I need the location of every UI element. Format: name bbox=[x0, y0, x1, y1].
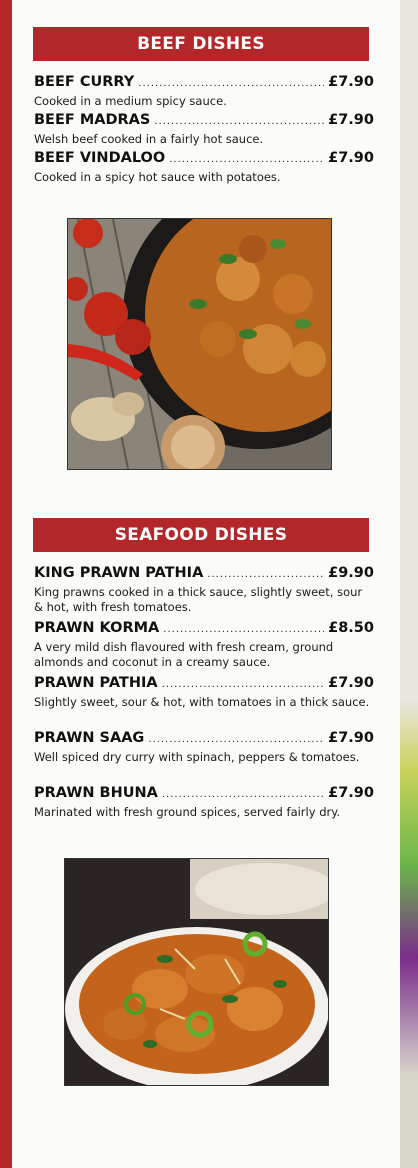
item-description: Well spiced dry curry with spinach, peppers & tomatoes. bbox=[34, 750, 360, 764]
menu-item-prawn-korma bbox=[34, 619, 374, 670]
dot-leader bbox=[169, 151, 324, 169]
item-price: £7.90 bbox=[328, 675, 374, 691]
beef-dishes-heading: BEEF DISHES bbox=[33, 27, 369, 61]
item-description: Cooked in a medium spicy sauce. bbox=[34, 94, 227, 108]
item-description: Welsh beef cooked in a fairly hot sauce. bbox=[34, 132, 264, 146]
item-price: £7.90 bbox=[328, 730, 374, 746]
item-price: £7.90 bbox=[328, 112, 374, 128]
item-description: Cooked in a spicy hot sauce with potatoes. bbox=[34, 170, 281, 184]
adjacent-page-edge bbox=[400, 0, 418, 1168]
item-price: £7.90 bbox=[328, 785, 374, 801]
item-name: BEEF MADRAS bbox=[34, 112, 151, 128]
item-name: PRAWN KORMA bbox=[34, 620, 160, 636]
item-description: Marinated with fresh ground spices, served fairly dry. bbox=[34, 805, 341, 819]
item-description: A very mild dish flavoured with fresh cream, ground almonds and coconut in a creamy sauce. bbox=[34, 640, 334, 669]
dot-leader bbox=[162, 676, 325, 694]
item-price: £8.50 bbox=[328, 620, 374, 636]
menu-item-beef-vindaloo bbox=[34, 149, 374, 185]
menu-item-beef-curry bbox=[34, 73, 374, 109]
menu-item-prawn-saag bbox=[34, 729, 374, 765]
dot-leader bbox=[162, 786, 324, 804]
menu-item-king-prawn-pathia bbox=[34, 564, 374, 615]
dot-leader bbox=[154, 113, 324, 131]
menu-item-prawn-bhuna bbox=[34, 784, 374, 820]
item-name: BEEF CURRY bbox=[34, 74, 135, 90]
item-name: PRAWN PATHIA bbox=[34, 675, 158, 691]
menu-page bbox=[12, 0, 400, 1168]
item-description: Slightly sweet, sour & hot, with tomatoes in a thick sauce. bbox=[34, 695, 370, 709]
menu-item-beef-madras bbox=[34, 111, 374, 147]
item-name: PRAWN BHUNA bbox=[34, 785, 158, 801]
dot-leader bbox=[207, 566, 324, 584]
dot-leader bbox=[148, 731, 324, 749]
item-name: KING PRAWN PATHIA bbox=[34, 565, 204, 581]
item-price: £9.90 bbox=[328, 565, 374, 581]
item-name: PRAWN SAAG bbox=[34, 730, 145, 746]
dot-leader bbox=[138, 75, 324, 93]
dot-leader bbox=[163, 621, 324, 639]
item-price: £7.90 bbox=[328, 150, 374, 166]
menu-item-prawn-pathia bbox=[34, 674, 374, 710]
item-price: £7.90 bbox=[328, 74, 374, 90]
item-name: BEEF VINDALOO bbox=[34, 150, 166, 166]
seafood-dishes-heading: SEAFOOD DISHES bbox=[33, 518, 369, 552]
item-description: King prawns cooked in a thick sauce, slightly sweet, sour & hot, with fresh tomatoes. bbox=[34, 585, 363, 614]
prawn-curry-photo bbox=[64, 858, 329, 1086]
beef-curry-photo bbox=[67, 218, 332, 470]
